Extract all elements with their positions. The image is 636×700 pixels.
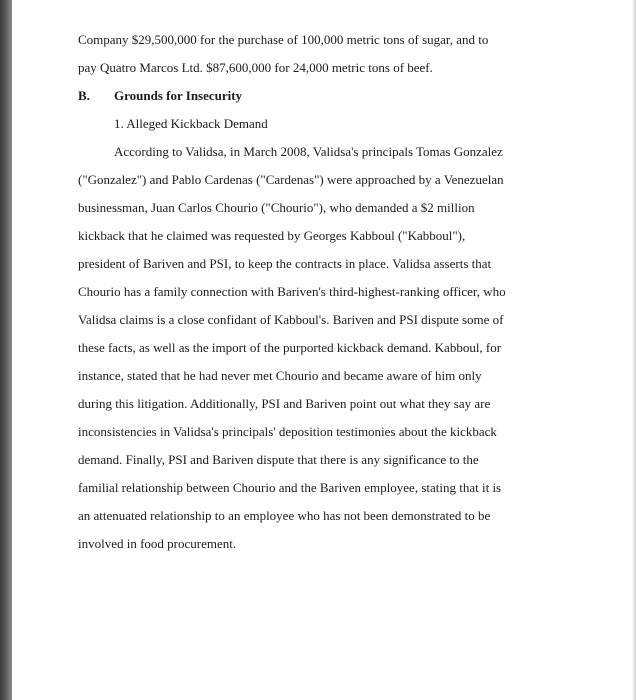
paragraph-line: familial relationship between Chourio and the Bariven employee, stating that it is xyxy=(78,480,502,495)
text-line: Company $29,500,000 for the purchase of 100,000 metric tons of sugar, and to xyxy=(78,32,489,47)
paragraph-line: Chourio has a family connection with Bariven's third-highest-ranking officer, who xyxy=(78,284,506,299)
section-heading xyxy=(78,82,598,110)
paragraph-line: these facts, as well as the import of the purported kickback demand. Kabboul, for xyxy=(78,340,502,355)
text-line: pay Quatro Marcos Ltd. $87,600,000 for 24,000 metric tons of beef. xyxy=(78,60,433,75)
paragraph-line: kickback that he claimed was requested by Georges Kabboul ("Kabboul"), xyxy=(78,228,466,243)
paragraph-line: president of Bariven and PSI, to keep the contracts in place. Validsa asserts that xyxy=(78,256,492,271)
paragraph-line: involved in food procurement. xyxy=(78,536,237,551)
paragraph-line: during this litigation. Additionally, PSI and Bariven point out what they say are xyxy=(78,396,491,411)
subheading: 1. Alleged Kickback Demand xyxy=(114,116,268,131)
document-body xyxy=(78,26,598,558)
paragraph-line: According to Validsa, in March 2008, Validsa's principals Tomas Gonzalez xyxy=(114,144,503,159)
paragraph-line: an attenuated relationship to an employee who has not been demonstrated to be xyxy=(78,508,491,523)
page-edge-shadow xyxy=(0,0,12,700)
section-title: Grounds for Insecurity xyxy=(114,88,243,103)
paragraph-line: inconsistencies in Validsa's principals' deposition testimonies about the kickback xyxy=(78,424,497,439)
paragraph-line: ("Gonzalez") and Pablo Cardenas ("Cardenas") were approached by a Venezuelan xyxy=(78,172,504,187)
paragraph-line: Validsa claims is a close confidant of Kabboul's. Bariven and PSI dispute some of xyxy=(78,312,504,327)
paragraph-line: demand. Finally, PSI and Bariven dispute that there is any significance to the xyxy=(78,452,479,467)
page-edge-highlight xyxy=(632,0,636,700)
section-marker: B. xyxy=(78,88,90,103)
paragraph-line: instance, stated that he had never met Chourio and became aware of him only xyxy=(78,368,482,383)
paragraph-line: businessman, Juan Carlos Chourio ("Chourio"), who demanded a $2 million xyxy=(78,200,475,215)
